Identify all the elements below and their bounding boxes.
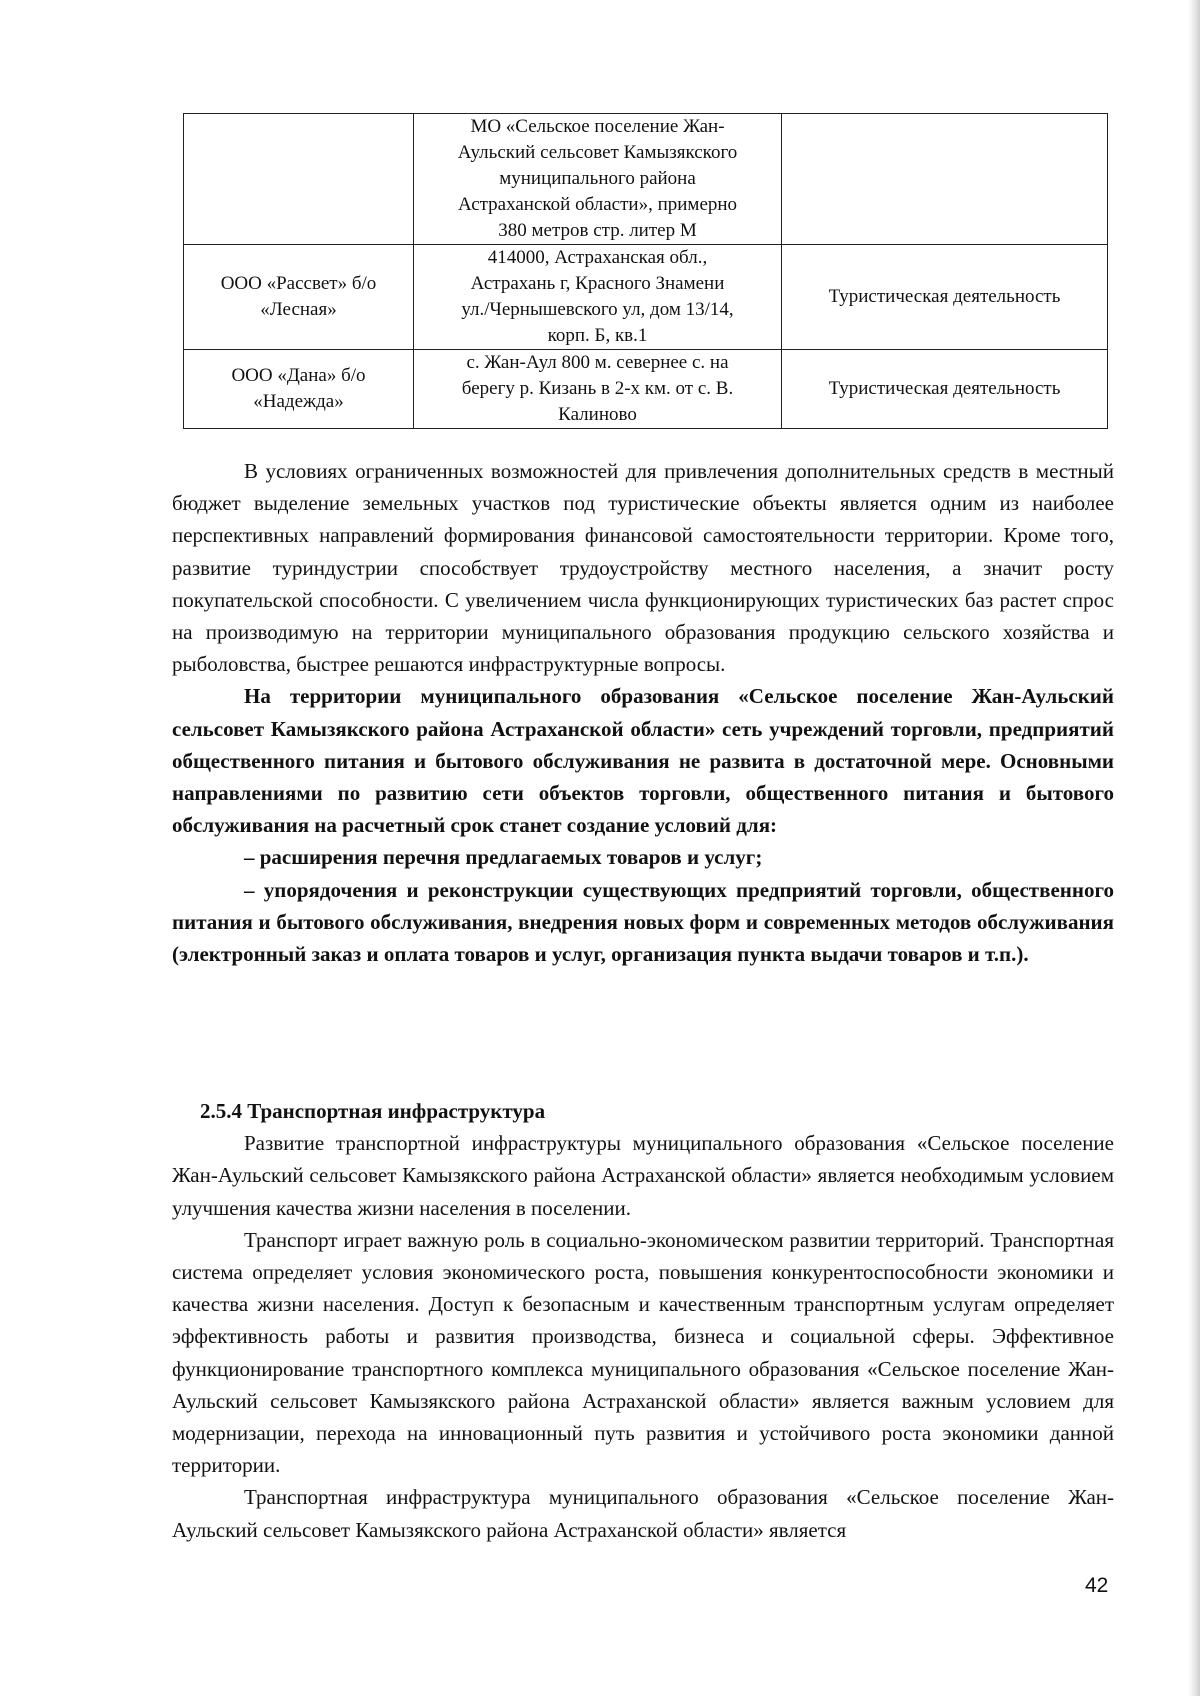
- address-line: 380 метров стр. литер М: [498, 220, 697, 241]
- table-cell-address: [414, 114, 782, 245]
- address-line: Калиново: [558, 404, 637, 425]
- paragraph-trade-network: На территории муниципального образования «Сельское поселение Жан-Аульский сельсовет Камызякского района Астраханской области» сеть учреждений торговли, предприятий общественного питания и бытового обслуживания не развита в достаточной мере. Основными направлениями по развитию сети объектов торговли, общественного питания и бытового обслуживания на расчетный срок станет создание условий для:: [172, 684, 1114, 838]
- address-line: муниципального района: [499, 168, 696, 189]
- paragraph-transport-role: Транспорт играет важную роль в социально-экономическом развитии территорий. Транспортная система определяет условия экономического роста, повышения конкурентоспособности экономики и качества жизни населения. Доступ к безопасным и качественным транспортным услугам определяет эффективность работы и развития производства, бизнеса и социальной сферы. Эффективное функционирование транспортного комплекса муниципального образования «Сельское поселение Жан-Аульский сельсовет Камызякского района Астраханской области» является важным условием для модернизации, перехода на инновационный путь развития и устойчивого роста экономики данной территории.: [172, 1227, 1114, 1478]
- table-row: [184, 114, 1108, 245]
- paragraph-transport-infrastructure: Транспортная инфраструктура муниципального образования «Сельское поселение Жан-Аульский сельсовет Камызякского района Астраханской области» является: [172, 1485, 1114, 1542]
- page-edge-shadow: [1188, 0, 1200, 1696]
- section-heading: 2.5.4 Транспортная инфраструктура: [200, 1099, 546, 1123]
- org-line: «Надежда»: [253, 391, 344, 412]
- table-row: [184, 350, 1108, 429]
- organizations-table: [183, 113, 1108, 429]
- address-line: берегу р. Кизань в 2-х км. от с. В.: [461, 378, 734, 399]
- address-line: МО «Сельское поселение Жан-: [470, 116, 725, 137]
- org-line: ООО «Дана» б/о: [231, 365, 366, 386]
- page-number: 42: [1085, 1574, 1109, 1597]
- org-line: ООО «Рассвет» б/о: [220, 273, 377, 294]
- address-line: 414000, Астраханская обл.,: [487, 247, 708, 268]
- table-cell-address: [414, 350, 782, 429]
- table-cell-org: [184, 350, 414, 429]
- table-cell-org: [184, 114, 414, 245]
- table-cell-activity: [782, 114, 1108, 245]
- table-cell-org: [184, 245, 414, 350]
- body-text-block-1: [172, 455, 1114, 970]
- table-row: [184, 245, 1108, 350]
- address-line: ул./Чернышевского ул, дом 13/14,: [461, 299, 734, 320]
- bullet-goods-range: – расширения перечня предлагаемых товаров и услуг;: [244, 845, 763, 870]
- table-cell-activity: Туристическая деятельность: [782, 350, 1108, 429]
- address-line: с. Жан-Аул 800 м. севернее с. на: [466, 352, 729, 373]
- address-line: Аульский сельсовет Камызякского: [457, 142, 738, 163]
- address-line: корп. Б, кв.1: [547, 325, 648, 346]
- table-cell-activity: Туристическая деятельность: [782, 245, 1108, 350]
- table-cell-address: [414, 245, 782, 350]
- paragraph-tourism-budget: В условиях ограниченных возможностей для привлечения дополнительных средств в местный бюджет выделение земельных участков под туристические объекты является одним из наиболее перспективных направлений формирования финансовой самостоятельности территории. Кроме того, развитие туриндустрии способствует трудоустройству местного населения, а значит росту покупательской способности. С увеличением числа функционирующих туристических баз растет спрос на производимую на территории муниципального образования продукцию сельского хозяйства и рыболовства, быстрее решаются инфраструктурные вопросы.: [172, 459, 1114, 677]
- body-text-block-2: [172, 1095, 1114, 1546]
- paragraph-transport-development: Развитие транспортной инфраструктуры муниципального образования «Сельское поселение Жан-Аульский сельсовет Камызякского района Астраханской области» является необходимым условием улучшения качества жизни населения в поселении.: [172, 1131, 1114, 1220]
- org-line: «Лесная»: [260, 299, 337, 320]
- address-line: Астраханской области», примерно: [457, 194, 738, 215]
- bullet-reconstruction: – упорядочения и реконструкции существующих предприятий торговли, общественного питания и бытового обслуживания, внедрения новых форм и современных методов обслуживания (электронный заказ и оплата товаров и услуг, организация пункта выдачи товаров и т.п.).: [172, 877, 1114, 967]
- address-line: Астрахань г, Красного Знамени: [470, 273, 725, 294]
